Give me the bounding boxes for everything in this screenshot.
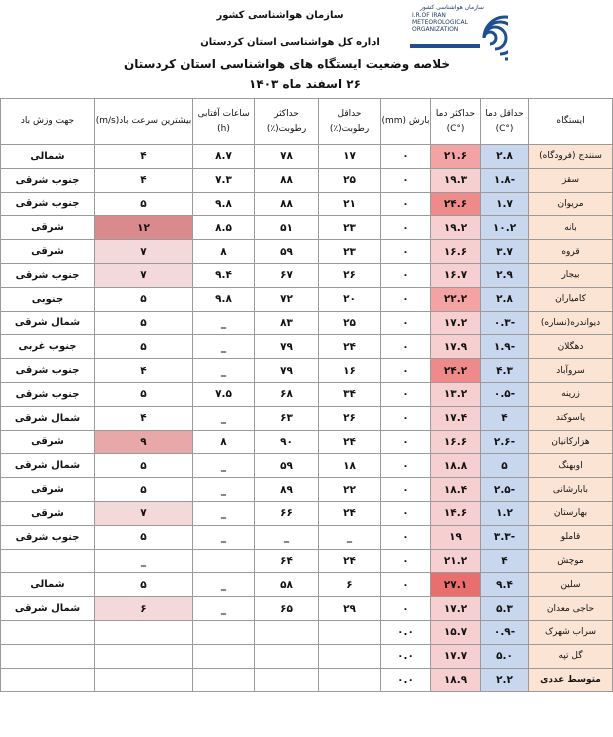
station-cell: متوسط عددی [529,668,613,692]
max-temp-cell: ۱۶.۶ [431,240,481,264]
min-humidity-cell: ۲۵ [319,168,381,192]
sunshine-cell: ۹.۸ [193,287,255,311]
min-humidity-cell: ۳۴ [319,382,381,406]
rain-cell: ۰ [381,430,431,454]
wind-direction-cell [1,644,95,668]
max-humidity-cell: ۸۳ [255,311,319,335]
col-max-temp: حداکثر دما (°C) [431,99,481,145]
station-cell: یاسوکند [529,406,613,430]
sunshine-cell: _ [193,525,255,549]
min-temp-cell: ۴.۳ [481,359,529,383]
min-humidity-cell: ۲۳ [319,240,381,264]
min-temp-cell: ۱۰.۲ [481,216,529,240]
table-row [1,382,613,406]
max-temp-cell: ۲۴.۶ [431,192,481,216]
max-temp-cell: ۲۴.۲ [431,359,481,383]
station-cell: موچش [529,549,613,573]
wind-direction-cell: شرقی [1,501,95,525]
max-humidity-cell: ۷۲ [255,287,319,311]
max-temp-cell: ۱۷.۲ [431,597,481,621]
station-cell: اوبهنگ [529,454,613,478]
min-humidity-cell [319,668,381,692]
min-temp-cell: ۵.۰ [481,644,529,668]
wind-direction-cell: شرقی [1,240,95,264]
max-temp-cell: ۱۴.۶ [431,501,481,525]
max-wind-cell: ۵ [95,382,193,406]
sunshine-cell: ۹.۴ [193,263,255,287]
min-temp-cell: ۱.۲ [481,501,529,525]
station-cell: مریوان [529,192,613,216]
max-temp-cell: ۱۹.۳ [431,168,481,192]
max-humidity-cell [255,644,319,668]
rain-cell: ۰ [381,478,431,502]
sunshine-cell: _ [193,311,255,335]
max-temp-cell: ۱۹ [431,525,481,549]
sunshine-cell: ۹.۸ [193,192,255,216]
min-humidity-cell [319,644,381,668]
wind-direction-cell: جنوب شرقی [1,359,95,383]
min-temp-cell: ۲.۸ [481,287,529,311]
max-temp-cell: ۱۳.۲ [431,382,481,406]
rain-cell: ۰ [381,454,431,478]
sunshine-cell: _ [193,406,255,430]
min-humidity-cell: ۲۴ [319,430,381,454]
station-cell: زرینه [529,382,613,406]
sunshine-cell [193,549,255,573]
table-row [1,359,613,383]
max-temp-cell: ۱۸.۴ [431,478,481,502]
max-wind-cell: ۴ [95,406,193,430]
max-wind-cell: ۹ [95,430,193,454]
station-cell: بانه [529,216,613,240]
col-rain: بارش (mm) [381,99,431,145]
max-wind-cell: ۵ [95,287,193,311]
max-wind-cell: ۵ [95,192,193,216]
sunshine-cell [193,620,255,644]
sunshine-cell: _ [193,335,255,359]
wind-direction-cell: جنوبی [1,287,95,311]
sunshine-cell: _ [193,478,255,502]
wind-direction-cell: شرقی [1,478,95,502]
wind-direction-cell [1,549,95,573]
table-row [1,501,613,525]
rain-cell: ۰ [381,240,431,264]
min-humidity-cell: ۲۶ [319,406,381,430]
station-cell: بهارستان [529,501,613,525]
max-wind-cell: ۱۲ [95,216,193,240]
max-temp-cell: ۲۱.۲ [431,549,481,573]
max-humidity-cell: ۹۰ [255,430,319,454]
max-wind-cell: ۵ [95,478,193,502]
station-cell: هزارکانیان [529,430,613,454]
station-cell: سقز [529,168,613,192]
min-temp-cell: ۴ [481,406,529,430]
max-wind-cell: ۵ [95,525,193,549]
table-row [1,216,613,240]
max-wind-cell: ۷ [95,240,193,264]
min-humidity-cell: ۲۹ [319,597,381,621]
max-humidity-cell: ۶۸ [255,382,319,406]
min-temp-cell: -۲.۶ [481,430,529,454]
max-wind-cell: _ [95,549,193,573]
max-humidity-cell: ۷۸ [255,145,319,169]
sunshine-cell: ۷.۳ [193,168,255,192]
sunshine-cell: ۷.۵ [193,382,255,406]
station-cell: سنندج (فرودگاه) [529,145,613,169]
max-wind-cell: ۴ [95,168,193,192]
max-humidity-cell: ۶۳ [255,406,319,430]
sunshine-cell: _ [193,501,255,525]
max-temp-cell: ۱۵.۷ [431,620,481,644]
org-name: سازمان هواشناسی کشور [216,10,344,21]
min-humidity-cell: ۲۱ [319,192,381,216]
min-temp-cell: ۳.۷ [481,240,529,264]
max-temp-cell: ۱۸.۸ [431,454,481,478]
min-temp-cell: -۱.۸ [481,168,529,192]
min-temp-cell: ۵ [481,454,529,478]
rain-cell: ۰ [381,573,431,597]
station-cell: سلین [529,573,613,597]
min-humidity-cell: ۲۴ [319,335,381,359]
wind-direction-cell: جنوب شرقی [1,168,95,192]
rain-cell: ۰ [381,406,431,430]
wind-direction-cell: جنوب شرقی [1,192,95,216]
min-humidity-cell: _ [319,525,381,549]
wind-direction-cell: شمالی [1,573,95,597]
table-row [1,192,613,216]
col-min-temp: حداقل دما (°C) [481,99,529,145]
min-temp-cell: -۰.۵ [481,382,529,406]
max-temp-cell: ۱۷.۷ [431,644,481,668]
max-humidity-cell: _ [255,525,319,549]
sunshine-cell: ۸ [193,240,255,264]
min-humidity-cell: ۲۲ [319,478,381,502]
min-humidity-cell: ۲۴ [319,549,381,573]
wind-direction-cell: جنوب شرقی [1,263,95,287]
sunshine-cell: _ [193,573,255,597]
table-row [1,406,613,430]
max-wind-cell: ۷ [95,501,193,525]
max-humidity-cell: ۵۹ [255,240,319,264]
rain-cell: ۰ [381,335,431,359]
sunshine-cell: _ [193,597,255,621]
min-humidity-cell: ۲۶ [319,263,381,287]
max-humidity-cell: ۵۹ [255,454,319,478]
min-humidity-cell: ۲۰ [319,287,381,311]
max-temp-cell: ۱۷.۲ [431,311,481,335]
wind-direction-cell: جنوب شرقی [1,525,95,549]
report-date: ۲۶ اسفند ماه ۱۴۰۳ [249,77,361,91]
table-row [1,168,613,192]
max-temp-cell: ۲۲.۲ [431,287,481,311]
wind-direction-cell: شمال شرقی [1,454,95,478]
sunshine-cell [193,668,255,692]
col-sunshine: ساعات آفتابی (h) [193,99,255,145]
max-humidity-cell: ۸۹ [255,478,319,502]
table-row [1,620,613,644]
max-humidity-cell: ۵۸ [255,573,319,597]
max-humidity-cell [255,620,319,644]
max-humidity-cell: ۸۸ [255,168,319,192]
rain-cell: ۰ [381,597,431,621]
average-row [1,668,613,692]
rain-cell: ۰ [381,287,431,311]
min-temp-cell: -۳.۳ [481,525,529,549]
max-humidity-cell: ۶۷ [255,263,319,287]
sunshine-cell: _ [193,454,255,478]
max-humidity-cell [255,668,319,692]
sunshine-cell: ۸ [193,430,255,454]
min-temp-cell: ۱.۷ [481,192,529,216]
department-name: اداره کل هواشناسی استان کردستان [200,37,380,48]
table-row [1,430,613,454]
max-wind-cell: ۶ [95,597,193,621]
wind-direction-cell: شرقی [1,216,95,240]
max-temp-cell: ۱۶.۶ [431,430,481,454]
table-header-row [1,99,613,145]
table-row [1,287,613,311]
table-row [1,145,613,169]
sunshine-cell: ۸.۷ [193,145,255,169]
col-station: ایستگاه [529,99,613,145]
rain-cell: ۰.۰ [381,668,431,692]
station-cell: بابارشانی [529,478,613,502]
col-max-wind: بیشترین سرعت باد(m/s) [95,99,193,145]
rain-cell: ۰ [381,525,431,549]
max-wind-cell: ۴ [95,145,193,169]
min-humidity-cell: ۱۸ [319,454,381,478]
max-humidity-cell: ۵۱ [255,216,319,240]
max-humidity-cell: ۸۸ [255,192,319,216]
max-temp-cell: ۲۷.۱ [431,573,481,597]
max-wind-cell: ۴ [95,359,193,383]
rain-cell: ۰.۰ [381,620,431,644]
min-temp-cell: ۴ [481,549,529,573]
col-min-humidity: حداقل رطوبت(٪) [319,99,381,145]
min-humidity-cell: ۱۶ [319,359,381,383]
min-temp-cell: ۲.۹ [481,263,529,287]
wind-direction-cell: شمال شرقی [1,406,95,430]
wind-direction-cell: شمال شرقی [1,597,95,621]
wind-direction-cell: شمال شرقی [1,311,95,335]
table-row [1,478,613,502]
rain-cell: ۰ [381,192,431,216]
min-temp-cell: -۲.۵ [481,478,529,502]
max-humidity-cell: ۶۶ [255,501,319,525]
max-temp-cell: ۱۷.۴ [431,406,481,430]
rain-cell: ۰ [381,501,431,525]
max-wind-cell: ۵ [95,454,193,478]
wind-direction-cell: شمالی [1,145,95,169]
report-title: خلاصه وضعیت ایستگاه های هواشناسی استان کردستان [124,57,450,71]
min-temp-cell: -۰.۳ [481,311,529,335]
min-humidity-cell: ۲۴ [319,501,381,525]
min-humidity-cell: ۶ [319,573,381,597]
table-row [1,240,613,264]
logo-english-text: I.R.OF IRAN METEOROLOGICAL ORGANIZATION [412,12,468,33]
table-row [1,644,613,668]
wind-direction-cell: شرقی [1,430,95,454]
max-humidity-cell: ۶۴ [255,549,319,573]
table-row [1,573,613,597]
max-humidity-cell: ۷۹ [255,335,319,359]
station-cell: دیواندره(نساره) [529,311,613,335]
station-cell: بیجار [529,263,613,287]
min-humidity-cell: ۲۵ [319,311,381,335]
station-cell: قاملو [529,525,613,549]
table-row [1,311,613,335]
rain-cell: ۰ [381,311,431,335]
station-cell: دهگلان [529,335,613,359]
table-row [1,597,613,621]
max-wind-cell: ۵ [95,335,193,359]
col-wind-direction: جهت وزش باد [1,99,95,145]
table-row [1,263,613,287]
station-cell: گل تپه [529,644,613,668]
min-humidity-cell [319,620,381,644]
min-humidity-cell: ۲۳ [319,216,381,240]
station-cell: حاجی معدان [529,597,613,621]
table-row [1,549,613,573]
min-temp-cell: -۰.۹ [481,620,529,644]
wind-direction-cell: جنوب غربی [1,335,95,359]
max-temp-cell: ۱۸.۹ [431,668,481,692]
max-temp-cell: ۱۹.۲ [431,216,481,240]
rain-cell: ۰ [381,145,431,169]
logo-persian-text: سازمان هواشناسی کشور [420,4,484,11]
max-humidity-cell: ۶۵ [255,597,319,621]
min-temp-cell: ۲.۲ [481,668,529,692]
report-header [0,0,613,98]
wind-direction-cell: جنوب شرقی [1,382,95,406]
min-temp-cell: ۹.۴ [481,573,529,597]
min-temp-cell: ۵.۳ [481,597,529,621]
weather-summary-table [0,98,613,692]
rain-cell: ۰ [381,168,431,192]
max-temp-cell: ۲۱.۶ [431,145,481,169]
rain-cell: ۰ [381,359,431,383]
sunshine-cell: _ [193,359,255,383]
max-wind-cell: ۵ [95,311,193,335]
rain-cell: ۰ [381,263,431,287]
max-wind-cell: ۵ [95,573,193,597]
sunshine-cell [193,644,255,668]
sunshine-cell: ۸.۵ [193,216,255,240]
max-temp-cell: ۱۶.۷ [431,263,481,287]
max-wind-cell [95,668,193,692]
min-temp-cell: ۲.۸ [481,145,529,169]
rain-cell: ۰ [381,549,431,573]
max-wind-cell: ۷ [95,263,193,287]
wind-direction-cell [1,668,95,692]
min-temp-cell: -۱.۹ [481,335,529,359]
wind-direction-cell [1,620,95,644]
station-cell: سروآباد [529,359,613,383]
max-wind-cell [95,620,193,644]
station-cell: قروه [529,240,613,264]
max-wind-cell [95,644,193,668]
max-humidity-cell: ۷۹ [255,359,319,383]
rain-cell: ۰ [381,382,431,406]
min-humidity-cell: ۱۷ [319,145,381,169]
table-row [1,335,613,359]
col-max-humidity: حداکثر رطوبت(٪) [255,99,319,145]
rain-cell: ۰.۰ [381,644,431,668]
station-cell: کامیاران [529,287,613,311]
station-cell: سراب شهرک [529,620,613,644]
max-temp-cell: ۱۷.۹ [431,335,481,359]
table-row [1,454,613,478]
rain-cell: ۰ [381,216,431,240]
table-row [1,525,613,549]
